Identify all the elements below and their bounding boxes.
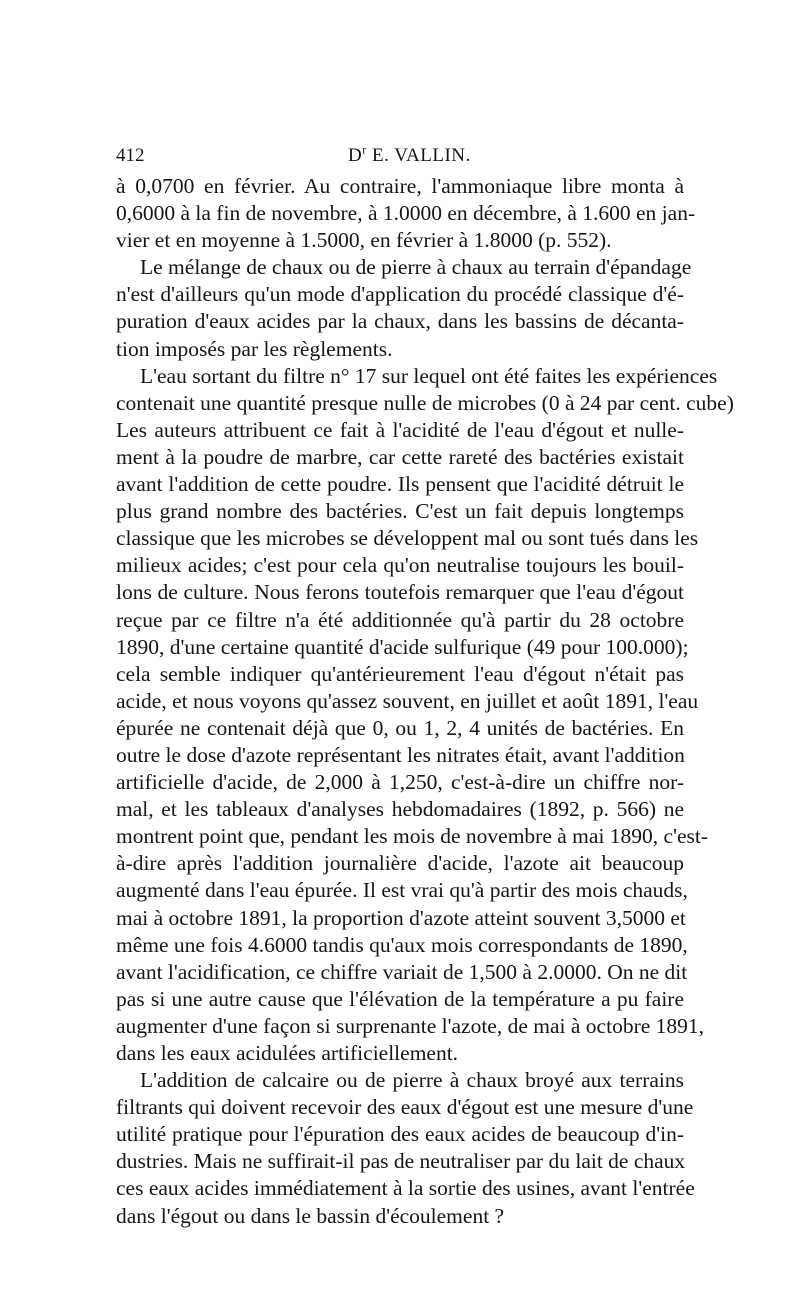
text-line: reçue par ce filtre n'a été additionnée qu'à partir du 28 octobre: [116, 607, 684, 632]
text-line: L'eau sortant du filtre n° 17 sur lequel ont été faites les expériences: [140, 363, 718, 388]
paragraph-4: [116, 1067, 695, 1230]
paragraph-2: [116, 254, 692, 362]
paragraph-3: [116, 363, 734, 1067]
text-line: milieux acides; c'est pour cela qu'on neutralise toujours les bouil-: [116, 553, 684, 578]
text-line: Les auteurs attribuent ce fait à l'acidité de l'eau d'égout et nulle-: [116, 417, 684, 442]
body-text: [116, 173, 734, 1230]
author-name: E. VALLIN.: [366, 145, 471, 166]
text-line: utilité pratique pour l'épuration des eaux acides de beaucoup d'in-: [116, 1122, 684, 1147]
text-line: vier et en moyenne à 1.5000, en février à 1.8000 (p. 552).: [116, 228, 612, 253]
text-line: pas si une autre cause que l'élévation de la température a pu faire: [116, 986, 684, 1011]
text-line: même une fois 4.6000 tandis qu'aux mois correspondants de 1890,: [116, 932, 688, 957]
text-line: mai à octobre 1891, la proportion d'azote atteint souvent 3,5000 et: [116, 905, 686, 930]
text-line: outre le dose d'azote représentant les nitrates était, avant l'addition: [116, 742, 685, 767]
text-line: montrent point que, pendant les mois de novembre à mai 1890, c'est-: [116, 824, 708, 849]
text-line: puration d'eaux acides par la chaux, dans les bassins de décanta-: [116, 309, 684, 334]
text-line: tion imposés par les règlements.: [116, 336, 393, 361]
page-header: [116, 141, 684, 171]
paragraph-1: [116, 173, 696, 254]
text-line: 0,6000 à la fin de novembre, à 1.0000 en décembre, à 1.600 en jan-: [116, 201, 696, 226]
text-line: ces eaux acides immédiatement à la sortie des usines, avant l'entrée: [116, 1176, 695, 1201]
text-line: dans l'égout ou dans le bassin d'écoulement ?: [116, 1203, 505, 1228]
text-line: avant l'addition de cette poudre. Ils pensent que l'acidité détruit le: [116, 472, 684, 497]
text-line: à 0,0700 en février. Au contraire, l'ammoniaque libre monta à: [116, 174, 684, 198]
text-line: à-dire après l'addition journalière d'acide, l'azote ait beaucoup: [116, 851, 684, 876]
text-line: 1890, d'une certaine quantité d'acide sulfurique (49 pour 100.000);: [116, 634, 689, 659]
text-line: acide, et nous voyons qu'assez souvent, en juillet et août 1891, l'eau: [116, 688, 699, 713]
text-line: ment à la poudre de marbre, car cette rareté des bactéries existait: [116, 444, 684, 469]
text-line: augmenter d'une façon si surprenante l'azote, de mai à octobre 1891,: [116, 1013, 705, 1038]
text-line: lons de culture. Nous ferons toutefois remarquer que l'eau d'égout: [116, 580, 684, 605]
text-line: avant l'acidification, ce chiffre variait de 1,500 à 2.0000. On ne dit: [116, 959, 688, 984]
running-head: [348, 141, 471, 171]
text-line: filtrants qui doivent recevoir des eaux d'égout est une mesure d'une: [116, 1095, 694, 1120]
text-line: dans les eaux acidulées artificiellement.: [116, 1041, 459, 1065]
text-line: L'addition de calcaire ou de pierre à chaux broyé aux terrains: [140, 1068, 684, 1093]
page-number: 412: [116, 145, 145, 166]
text-line: mal, et les tableaux d'analyses hebdomadaires (1892, p. 566) ne: [116, 797, 684, 822]
text-line: artificielle d'acide, de 2,000 à 1,250, c'est-à-dire un chiffre nor-: [116, 770, 684, 795]
text-line: cela semble indiquer qu'antérieurement l'eau d'égout n'était pas: [116, 661, 684, 686]
text-line: Le mélange de chaux ou de pierre à chaux au terrain d'épandage: [140, 255, 692, 280]
author-superscript: r: [362, 142, 367, 157]
text-line: n'est d'ailleurs qu'un mode d'application du procédé classique d'é-: [116, 282, 684, 307]
author-prefix: D: [348, 145, 363, 166]
text-line: plus grand nombre des bactéries. C'est un fait depuis longtemps: [116, 499, 684, 524]
text-line: épurée ne contenait déjà que 0, ou 1, 2, 4 unités de bactéries. En: [116, 715, 684, 740]
text-line: augmenté dans l'eau épurée. Il est vrai qu'à partir des mois chauds,: [116, 878, 688, 903]
text-line: dustries. Mais ne suffirait-il pas de neutraliser par du lait de chaux: [116, 1149, 686, 1174]
text-line: contenait une quantité presque nulle de microbes (0 à 24 par cent. cube): [116, 390, 734, 415]
text-line: classique que les microbes se développent mal ou sont tués dans les: [116, 526, 699, 551]
